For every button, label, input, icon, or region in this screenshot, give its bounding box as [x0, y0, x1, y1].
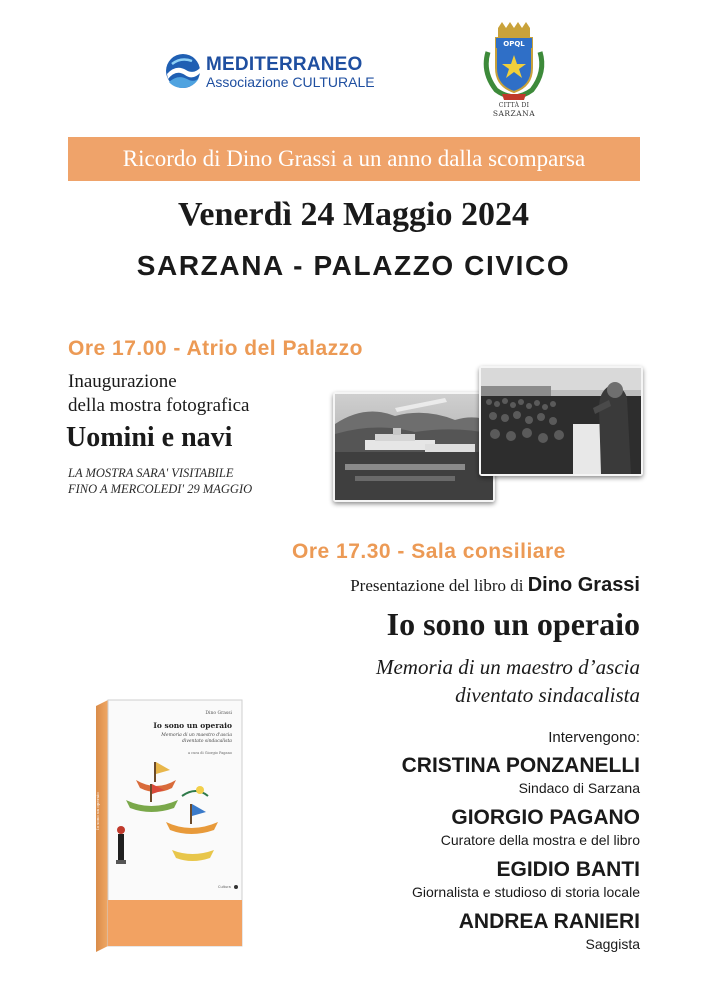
cover-publisher: Cultura	[218, 885, 231, 889]
book-subtitle-line1: Memoria di un maestro d’ascia	[375, 655, 640, 679]
speaker-name: ANDREA RANIERI	[458, 910, 640, 933]
speakers-label: Intervengono:	[548, 729, 640, 746]
cover-subtitle2: diventato sindacalista	[182, 739, 232, 744]
book-spine-text: Io sono un operaio	[95, 792, 100, 830]
session1-line1: Inaugurazione	[68, 371, 177, 392]
exhibition-note-line2: FINO A MERCOLEDI' 29 MAGGIO	[68, 482, 253, 496]
book-subtitle-line2: diventato sindacalista	[455, 683, 640, 707]
cover-subtitle1: Memoria di un maestro d'ascia	[161, 733, 232, 738]
org-subtitle: Associazione CULTURALE	[206, 74, 375, 90]
book-cover	[96, 700, 246, 952]
session1-line2: della mostra fotografica	[68, 395, 250, 416]
book-title: Io sono un operaio	[386, 606, 640, 642]
author-name: Dino Grassi	[527, 574, 640, 596]
mediterraneo-logo	[164, 52, 384, 92]
crowd-photo	[479, 366, 643, 476]
cover-curator: a cura di Giorgio Pagano	[187, 751, 232, 755]
crest-city-line1: CITTÀ DI	[498, 102, 530, 109]
presentation-prefix: Presentazione del libro di	[350, 576, 524, 595]
speaker-name: CRISTINA PONZANELLI	[401, 754, 640, 777]
speaker-role: Curatore della mostra e del libro	[440, 832, 640, 848]
speaker-name: EGIDIO BANTI	[496, 858, 640, 881]
book-presentation-line	[350, 574, 640, 597]
session1-heading: Ore 17.00 - Atrio del Palazzo	[68, 337, 363, 360]
session2-heading: Ore 17.30 - Sala consiliare	[292, 540, 566, 563]
wave-logo-icon	[164, 52, 204, 90]
speaker-role: Giornalista e studioso di storia locale	[411, 884, 640, 900]
speaker-name: GIORGIO PAGANO	[451, 806, 640, 829]
memorial-banner: Ricordo di Dino Grassi a un anno dalla scomparsa	[68, 137, 640, 181]
crest-badge-text: OPQL	[503, 40, 525, 48]
org-name: MEDITERRANEO	[206, 54, 363, 75]
crest-city-line2: SARZANA	[492, 109, 536, 118]
sarzana-crest	[474, 22, 554, 120]
event-date: Venerdì 24 Maggio 2024	[177, 196, 529, 233]
cover-author: Dino Grassi	[205, 711, 232, 716]
cover-title: Io sono un operaio	[153, 721, 232, 730]
exhibition-title: Uomini e navi	[66, 422, 233, 453]
harbor-photo	[333, 392, 495, 502]
city-crest-icon	[474, 22, 554, 102]
exhibition-note-line1: LA MOSTRA SARA' VISITABILE	[68, 466, 234, 480]
speaker-role: Sindaco di Sarzana	[518, 780, 640, 796]
speaker-role: Saggista	[585, 936, 640, 952]
event-place: SARZANA - PALAZZO CIVICO	[136, 250, 571, 281]
